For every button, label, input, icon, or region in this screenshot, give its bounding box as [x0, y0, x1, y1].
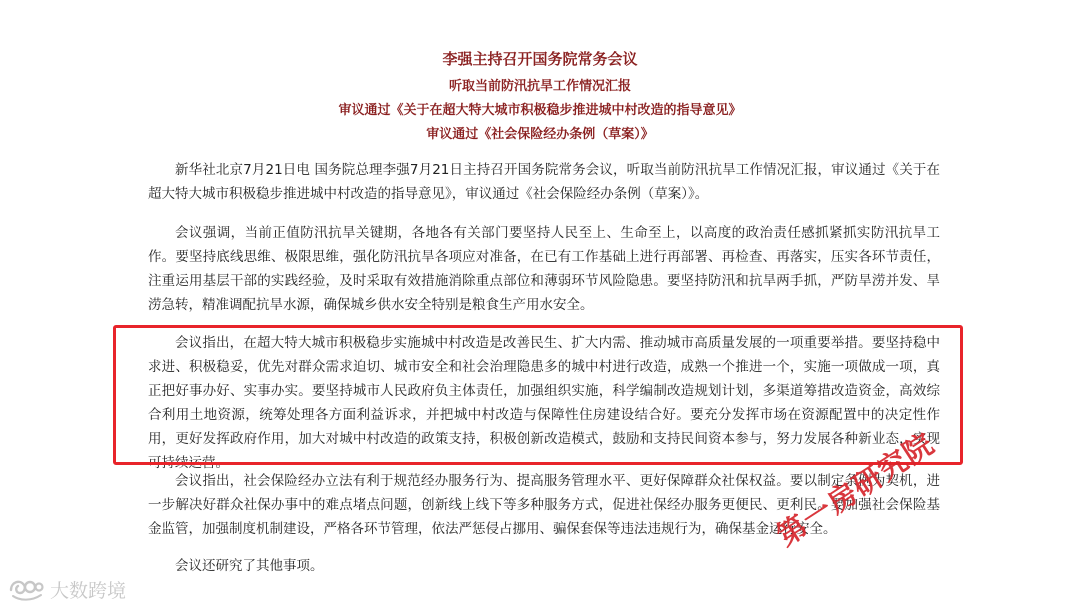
article-paragraph-social-insurance: 会议指出，社会保险经办立法有利于规范经办服务行为、提高服务管理水平、更好保障群众社保权益。要以制定条例为契机，进一步解决好群众社保办事中的难点堵点问题，创新线上线下等多种服务方式，促进社保经办服务更便民、更利民。要加强社会保险基金监管，加强制度机制建设，严格各环节管理，依法严惩侵占挪用、骗保套保等违法违规行为，确保基金运行安全。: [148, 473, 940, 537]
headline-subtitle-3: 审议通过《社会保险经办条例（草案）》: [426, 127, 654, 142]
article-paragraph-flood-control: 会议强调，当前正值防汛抗旱关键期，各地各有关部门要坚持人民至上、生命至上，以高度的政治责任感抓紧抓实防汛抗旱工作。要坚持底线思维、极限思维，强化防汛抗旱各项应对准备，在已有工作基础上进行再部署、再检查、再落实，压实各环节责任，注重运用基层干部的实践经验，及时采取有效措施消除重点部位和薄弱环节风险隐患。要坚持防汛和抗旱两手抓，严防旱涝并发、旱涝急转，精准调配抗旱水源，确保城乡供水安全特别是粮食生产用水安全。: [148, 225, 940, 313]
article-paragraph-urban-village: 会议指出，在超大特大城市积极稳步实施城中村改造是改善民生、扩大内需、推动城市高质量发展的一项重要举措。要坚持稳中求进、积极稳妥，优先对群众需求迫切、城市安全和社会治理隐患多的城中村进行改造，成熟一个推进一个，实施一项做成一项，真正把好事办好、实事办实。要坚持城市人民政府负主体责任，加强组织实施，科学编制改造规划计划，多渠道筹措改造资金，高效综合利用土地资源，统筹处理各方面利益诉求，并把城中村改造与保障性住房建设结合好。要充分发挥市场在资源配置中的决定性作用，更好发挥政府作用，加大对城中村改造的政策支持，积极创新改造模式，鼓励和支持民间资本参与，努力发展各种新业态，实现可持续运营。: [148, 335, 940, 471]
watermark-left-text: 大数跨境: [50, 579, 127, 602]
article-paragraph-closing: 会议还研究了其他事项。: [175, 558, 324, 574]
watermark-right-text: 第一房研究院: [770, 426, 941, 553]
headline-subtitle-1: 听取当前防汛抗旱工作情况汇报: [448, 79, 631, 94]
headline-subtitle-2: 审议通过《关于在超大特大城市积极稳步推进城中村改造的指导意见》: [338, 103, 742, 118]
headline-title: 李强主持召开国务院常务会议: [442, 50, 638, 68]
article-paragraph-lead: 新华社北京7月21日电 国务院总理李强7月21日主持召开国务院常务会议，听取当前防汛抗旱工作情况汇报，审议通过《关于在超大特大城市积极稳步推进城中村改造的指导意见》，审议通过《社会保险经办条例（草案）》。: [148, 162, 940, 202]
logo-icon: [8, 576, 44, 602]
watermark-left: [8, 574, 126, 604]
